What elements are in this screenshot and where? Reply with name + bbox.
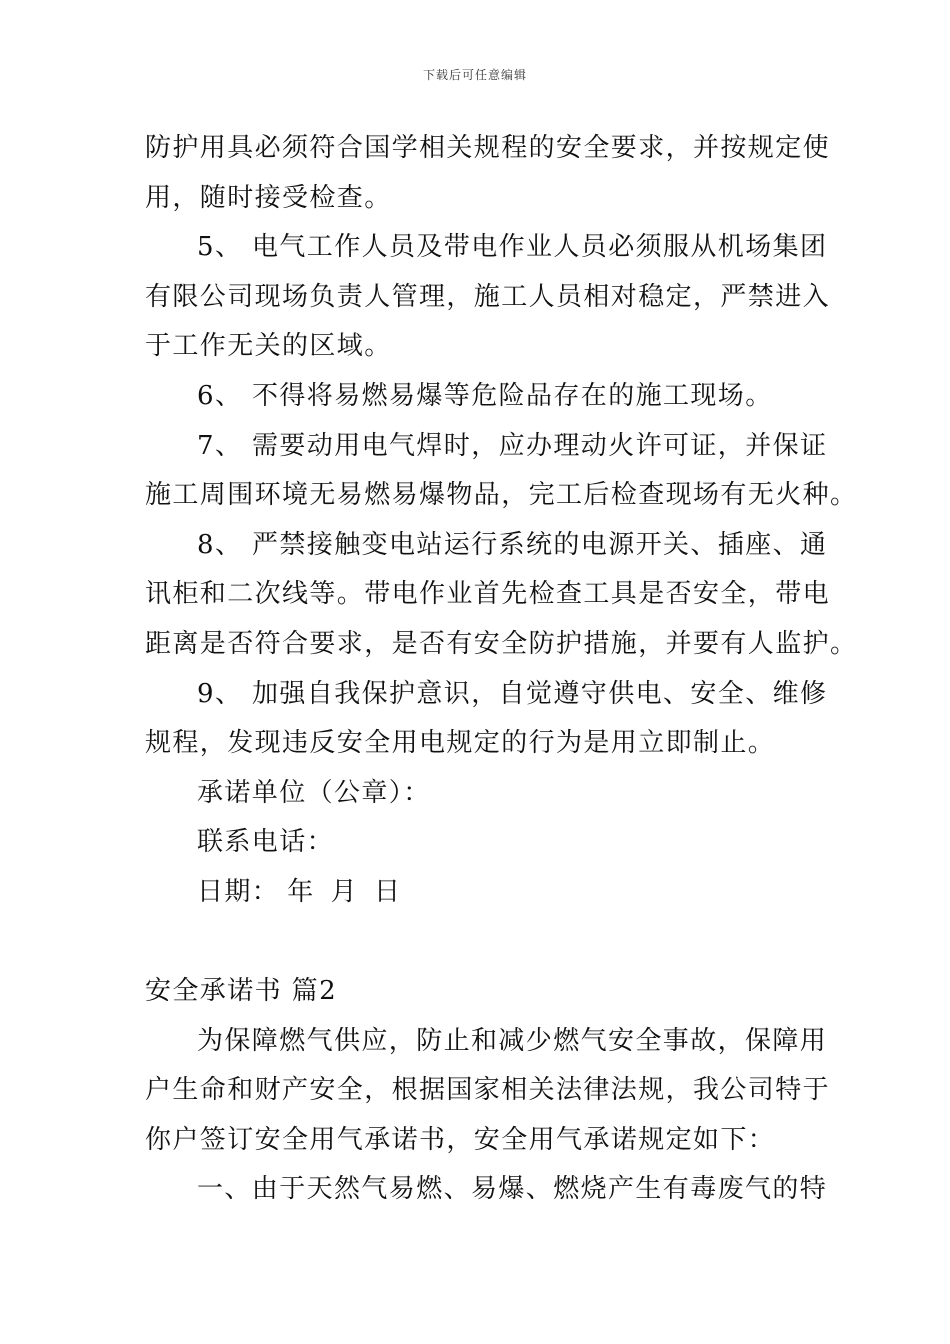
date-day: 日	[374, 876, 402, 907]
page-header-note: 下载后可任意编辑	[422, 68, 527, 82]
signature-unit: 承诺单位（公章）：	[197, 777, 431, 808]
paragraph-line: 用，随时接受检查。	[145, 182, 392, 213]
paragraph-line: 防护用具必须符合国学相关规程的安全要求，并按规定使	[145, 133, 831, 163]
item-9-line: 9、 加强自我保护意识，自觉遵守供电、安全、维修	[197, 678, 828, 709]
document-body	[145, 124, 858, 1215]
signature-date	[145, 868, 810, 918]
paragraph-line: 于工作无关的区域。	[145, 331, 392, 362]
item-6-line: 6、 不得将易燃易爆等危险品存在的施工现场。	[197, 380, 773, 411]
paragraph-line: 一、由于天然气易燃、易爆、燃烧产生有毒废气的特	[197, 1174, 828, 1205]
paragraph-line: 距离是否符合要求，是否有安全防护措施，并要有人监护。	[145, 628, 858, 659]
paragraph-line: 为保障燃气供应，防止和减少燃气安全事故，保障用	[197, 1025, 828, 1056]
date-year: 年	[287, 876, 315, 907]
item-7-line: 7、 需要动用电气焊时，应办理动火许可证，并保证	[197, 430, 828, 461]
item-8-line: 8、 严禁接触变电站运行系统的电源开关、插座、通	[197, 529, 828, 560]
date-month: 月	[330, 876, 359, 907]
paragraph-line: 有限公司现场负责人管理，施工人员相对稳定，严禁进入	[145, 281, 831, 312]
paragraph-line: 你户签订安全用气承诺书，安全用气承诺规定如下：	[145, 1124, 776, 1155]
section-title: 安全承诺书 篇2	[145, 976, 338, 1007]
paragraph-line: 讯柜和二次线等。带电作业首先检查工具是否安全，带电	[145, 579, 831, 610]
signature-phone: 联系电话：	[197, 827, 335, 858]
spacer	[145, 918, 810, 968]
paragraph-line: 施工周围环境无易燃易爆物品，完工后检查现场有无火种。	[145, 480, 858, 511]
item-5-line: 5、 电气工作人员及带电作业人员必须服从机场集团	[197, 232, 828, 263]
paragraph-line: 规程，发现违反安全用电规定的行为是用立即制止。	[145, 728, 776, 759]
paragraph-line: 户生命和财产安全，根据国家相关法律法规，我公司特于	[145, 1075, 831, 1106]
date-label: 日期：	[197, 876, 280, 907]
